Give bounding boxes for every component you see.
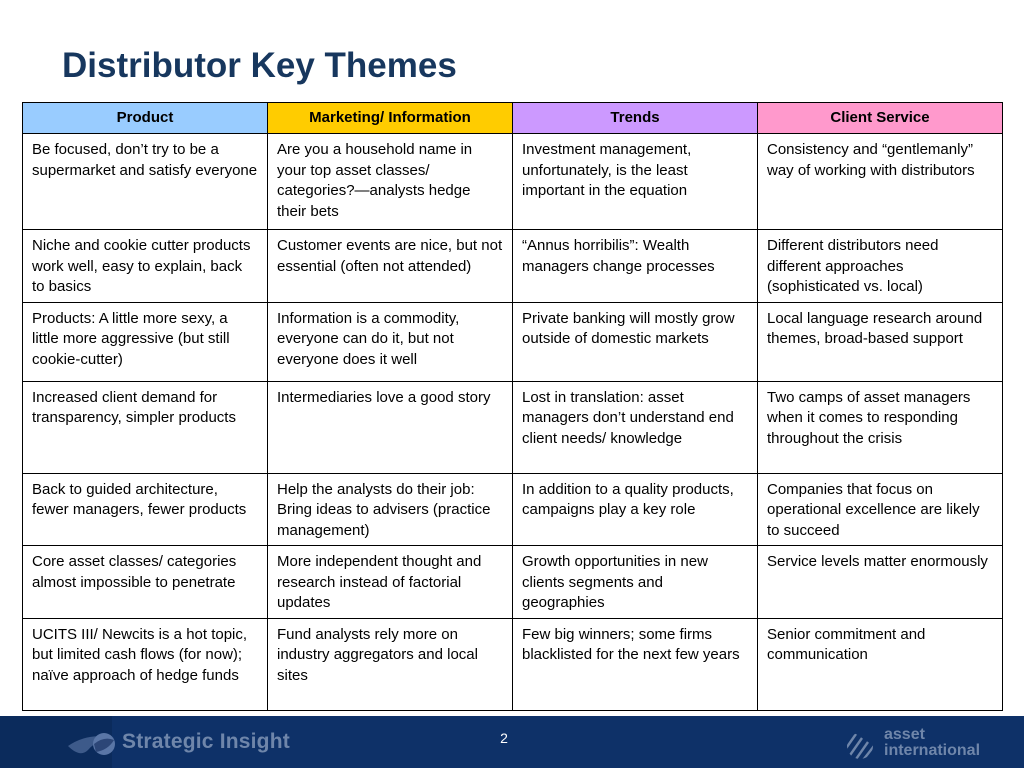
themes-table bbox=[22, 102, 1003, 711]
page-title: Distributor Key Themes bbox=[62, 46, 457, 85]
table-row bbox=[23, 381, 1003, 473]
table-cell: UCITS III/ Newcits is a hot topic, but limited cash flows (for now); naïve approach of hedge funds bbox=[23, 618, 268, 710]
table-cell: Are you a household name in your top asset classes/ categories?—analysts hedge their bets bbox=[268, 134, 513, 230]
table-cell: Increased client demand for transparency, simpler products bbox=[23, 381, 268, 473]
table-cell: Intermediaries love a good story bbox=[268, 381, 513, 473]
table-cell: Back to guided architecture, fewer managers, fewer products bbox=[23, 473, 268, 546]
column-header-product: Product bbox=[23, 103, 268, 134]
strategic-insight-wordmark: Strategic Insight bbox=[122, 730, 290, 753]
table-cell: Senior commitment and communication bbox=[758, 618, 1003, 710]
table-cell: Products: A little more sexy, a little more aggressive (but still cookie-cutter) bbox=[23, 302, 268, 381]
column-header-trends: Trends bbox=[513, 103, 758, 134]
table-cell: Help the analysts do their job: Bring ideas to advisers (practice management) bbox=[268, 473, 513, 546]
asset-international-line1: asset bbox=[884, 726, 925, 743]
table-cell: Private banking will mostly grow outside of domestic markets bbox=[513, 302, 758, 381]
table-cell: Fund analysts rely more on industry aggregators and local sites bbox=[268, 618, 513, 710]
table-cell: Niche and cookie cutter products work well, easy to explain, back to basics bbox=[23, 230, 268, 303]
asset-international-line2: international bbox=[884, 742, 981, 759]
table-row bbox=[23, 473, 1003, 546]
table-cell: Local language research around themes, broad-based support bbox=[758, 302, 1003, 381]
table-cell: Growth opportunities in new clients segments and geographies bbox=[513, 546, 758, 619]
table-header-row bbox=[23, 103, 1003, 134]
table-cell: Investment management, unfortunately, is the least important in the equation bbox=[513, 134, 758, 230]
table-cell: Two camps of asset managers when it comes to responding throughout the crisis bbox=[758, 381, 1003, 473]
table-cell: Information is a commodity, everyone can do it, but not everyone does it well bbox=[268, 302, 513, 381]
table-row bbox=[23, 230, 1003, 303]
strategic-insight-logo bbox=[66, 726, 306, 762]
table-cell: In addition to a quality products, campaigns play a key role bbox=[513, 473, 758, 546]
table-cell: Few big winners; some firms blacklisted for the next few years bbox=[513, 618, 758, 710]
table-cell: Core asset classes/ categories almost impossible to penetrate bbox=[23, 546, 268, 619]
table-row bbox=[23, 618, 1003, 710]
table-cell: “Annus horribilis”: Wealth managers change processes bbox=[513, 230, 758, 303]
asset-international-wordmark bbox=[884, 727, 980, 759]
footer-bar bbox=[0, 716, 1024, 768]
table-cell: Consistency and “gentlemanly” way of working with distributors bbox=[758, 134, 1003, 230]
table-cell: Companies that focus on operational excellence are likely to succeed bbox=[758, 473, 1003, 546]
table-cell: Service levels matter enormously bbox=[758, 546, 1003, 619]
table-cell: Customer events are nice, but not essential (often not attended) bbox=[268, 230, 513, 303]
page-number: 2 bbox=[500, 730, 508, 746]
table-row bbox=[23, 546, 1003, 619]
table-row bbox=[23, 302, 1003, 381]
asset-international-logo bbox=[846, 724, 1006, 764]
strategic-insight-swoosh-icon bbox=[66, 726, 116, 762]
column-header-marketing-information: Marketing/ Information bbox=[268, 103, 513, 134]
column-header-client-service: Client Service bbox=[758, 103, 1003, 134]
striped-globe-icon bbox=[846, 732, 878, 760]
table-cell: Be focused, don’t try to be a supermarket and satisfy everyone bbox=[23, 134, 268, 230]
table-cell: Lost in translation: asset managers don’t understand end client needs/ knowledge bbox=[513, 381, 758, 473]
table-row bbox=[23, 134, 1003, 230]
table-cell: More independent thought and research instead of factorial updates bbox=[268, 546, 513, 619]
table-cell: Different distributors need different approaches (sophisticated vs. local) bbox=[758, 230, 1003, 303]
